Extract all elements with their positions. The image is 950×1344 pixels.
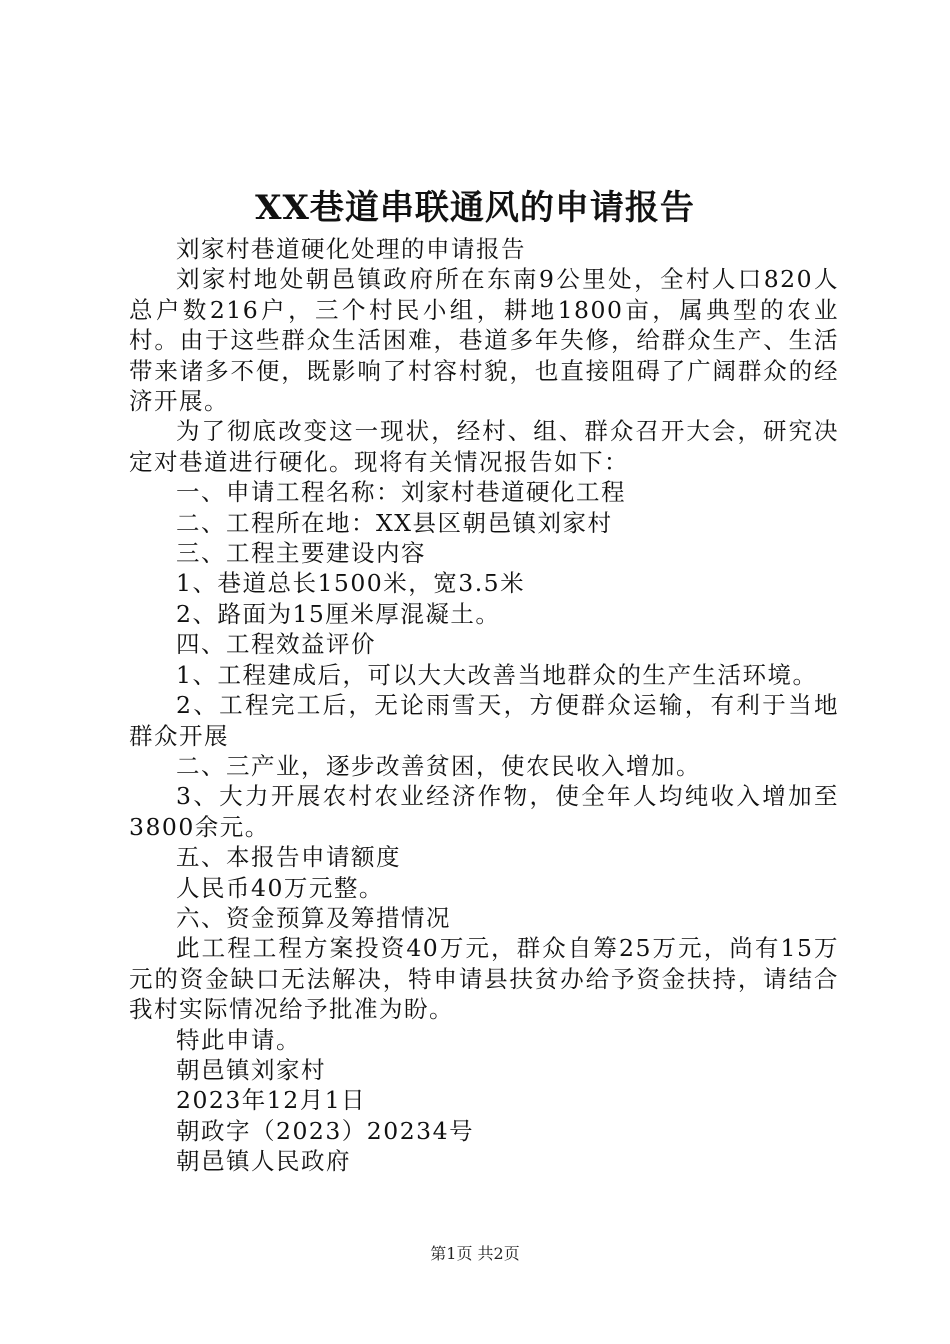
paragraph: 三、工程主要建设内容 [176,539,426,568]
paragraph: 人民币40万元整。 [176,873,384,902]
paragraph: 2023年12月1日 [176,1086,367,1115]
paragraph: 五、本报告申请额度 [176,843,401,872]
paragraph: 二、三产业，逐步改善贫困，使农民收入增加。 [176,751,701,780]
paragraph: 二、工程所在地：XX县区朝邑镇刘家村 [176,508,613,537]
paragraph: 2、工程完工后，无论雨雪天，方便群众运输，有利于当地群众开展 [129,691,839,750]
paragraph: 刘家村巷道硬化处理的申请报告 [176,235,526,263]
paragraph: 为了彻底改变这一现状，经村、组、群众召开大会，研究决定对巷道进行硬化。现将有关情况报告如下： [129,417,839,476]
paragraph: 3、大力开展农村农业经济作物，使全年人均纯收入增加至3800余元。 [129,782,839,841]
paragraph: 朝邑镇刘家村 [176,1055,326,1084]
page-footer: 第1页 共2页 [430,1244,520,1263]
paragraph: 四、工程效益评价 [176,630,376,659]
paragraph: 1、巷道总长1500米，宽3.5米 [176,569,526,598]
paragraph: 朝政字（2023）20234号 [176,1116,475,1145]
paragraph: 一、申请工程名称：刘家村巷道硬化工程 [176,478,626,507]
document-title: XX巷道串联通风的申请报告 [255,188,695,228]
paragraph: 此工程工程方案投资40万元，群众自筹25万元，尚有15万元的资金缺口无法解决，特申请县扶贫办给予资金扶持，请结合我村实际情况给予批准为盼。 [129,934,839,1024]
paragraph: 六、资金预算及筹措情况 [176,903,451,932]
paragraph: 特此申请。 [176,1025,301,1054]
paragraph: 1、工程建成后，可以大大改善当地群众的生产生活环境。 [176,660,818,689]
paragraph: 朝邑镇人民政府 [176,1147,351,1176]
paragraph: 刘家村地处朝邑镇政府所在东南9公里处，全村人口820人总户数216户，三个村民小组，耕地1800亩，属典型的农业村。由于这些群众生活困难，巷道多年失修，给群众生产、生活带来诸多不便，既影响了村容村貌，也直接阻碍了广阔群众的经济开展。 [129,265,839,416]
paragraph: 2、路面为15厘米厚混凝土。 [176,599,501,628]
document-body [129,234,839,1177]
